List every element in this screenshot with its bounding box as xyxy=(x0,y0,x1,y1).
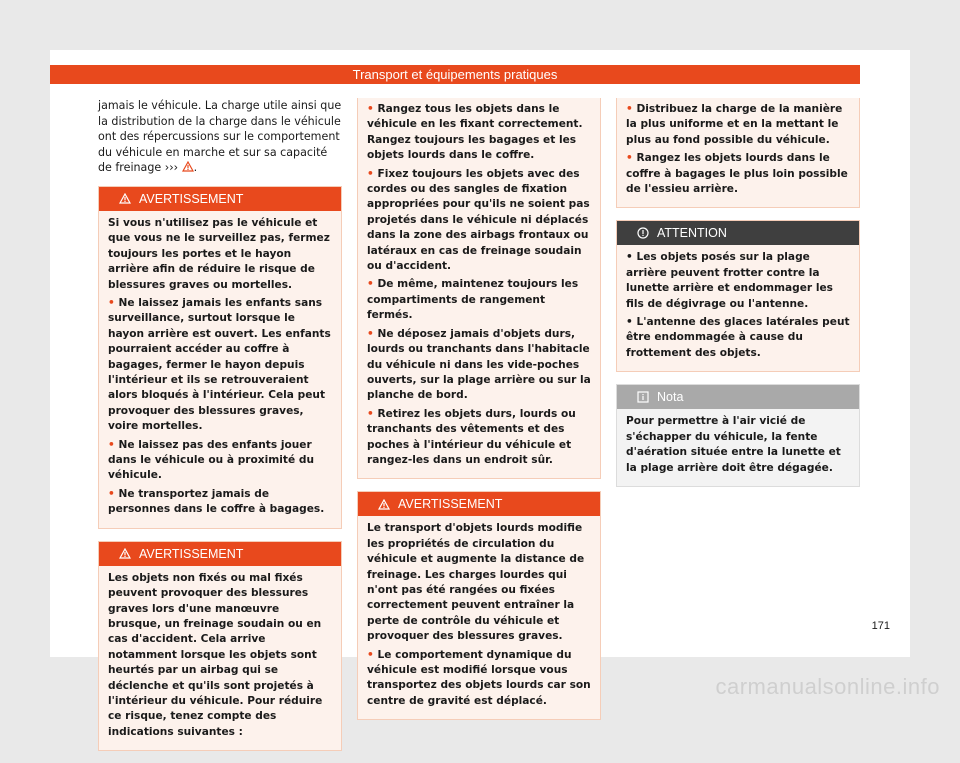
bullet-icon: • xyxy=(367,407,374,420)
nota-body xyxy=(617,409,859,486)
attention-title: ATTENTION xyxy=(657,226,727,241)
attention-header xyxy=(617,221,859,245)
warning-continuation xyxy=(357,98,601,479)
bullet-icon: • xyxy=(626,316,633,329)
intro-text: jamais le véhicule. La charge utile ainsi que la distribution de la charge dans le véhicule ont des répercussions sur le comportement du véhicule en marche et sur sa capacité de freinage xyxy=(98,99,342,175)
warning-box-3 xyxy=(357,491,601,720)
info-icon xyxy=(637,391,649,403)
list-item: • Retirez les objets durs, lourds ou tranchants des vêtements et des poches à l'intérieur du véhicule et rangez-les dans un endroit sûr. xyxy=(367,407,576,466)
warning-body xyxy=(99,211,341,528)
warning-text: Le transport d'objets lourds modifie les propriétés de circulation du véhicule et augmente la distance de freinage. Les charges lourdes qui n'ont pas été rangées ou fixées correctement peuvent entraîner la perte de contrôle du véhicule et provoquer des blessures graves. xyxy=(367,522,585,643)
attention-body xyxy=(617,245,859,371)
list-item: • Ne laissez pas des enfants jouer dans le véhicule ou à proximité du véhicule. xyxy=(108,438,314,482)
watermark: carmanualsonline.info xyxy=(715,674,940,699)
warning-box-1 xyxy=(98,186,342,529)
bullet-icon: • xyxy=(367,103,374,115)
nota-box xyxy=(616,384,860,487)
list-item: • Fixez toujours les objets avec des cordes ou des sangles de fixation appropriées pour qu'ils ne soient pas projetés dans le véhicule ni déplacés dans la zone des airbags frontaux ou latéraux en cas de freinage soudain ou d'accident. xyxy=(367,167,590,273)
list-item: • Ne déposez jamais d'objets durs, lourds ou tranchants dans l'habitacle du véhicule ni dans les vide-poches ouverts, sur la plage arrière ou sur la planche de bord. xyxy=(367,327,591,402)
list-item: • Le comportement dynamique du véhicule est modifié lorsque vous transportez des objets lourds car son centre de gravité est déplacé. xyxy=(367,648,591,707)
list-item: • L'antenne des glaces latérales peut être endommagée à cause du frottement des objets. xyxy=(626,316,850,359)
list-item: • Les objets posés sur la plage arrière peuvent frotter contre la lunette arrière et endommager les fils de dégivrage ou l'antenne. xyxy=(626,251,833,310)
warning-icon xyxy=(182,161,194,172)
list-item: • Ne laissez jamais les enfants sans surveillance, surtout lorsque le hayon arrière est ouvert. Les enfants pourraient accéder au coffre à bagages, fermer le hayon depuis l'intérieur et ils se retrouveraient alors bloqués à l'intérieur. Cela peut provoquer des blessures graves, voire mortelles. xyxy=(108,297,331,433)
bullet-icon: • xyxy=(626,251,633,264)
warning-text: Les objets non fixés ou mal fixés peuvent provoquer des blessures graves lors d'une manœuvre brusque, un freinage soudain ou en cas d'accident. Cela arrive notamment lorsque les objets sont heurtés par un airbag qui se déclenche et qu'ils sont projetés à l'intérieur du véhicule. Pour réduire ce risque, tenez compte des indications suivantes : xyxy=(108,571,323,738)
bullet-icon: • xyxy=(108,297,115,309)
nota-text: Pour permettre à l'air vicié de s'échapper du véhicule, la fente d'aération située entre la lunette et la plage arrière doit être dégagée. xyxy=(626,415,841,474)
bullet-icon: • xyxy=(367,167,374,180)
warning-icon xyxy=(119,193,131,204)
warning-box-2 xyxy=(98,541,342,751)
warning-body xyxy=(358,98,600,478)
warning-icon xyxy=(378,499,390,510)
info-circle-icon xyxy=(637,227,649,239)
warning-body xyxy=(358,516,600,719)
warning-header xyxy=(99,542,341,566)
warning-icon xyxy=(119,548,131,559)
warning-body xyxy=(99,566,341,750)
column-3 xyxy=(616,98,860,499)
column-1 xyxy=(98,98,342,763)
bullet-icon: • xyxy=(108,438,115,451)
bullet-icon: • xyxy=(626,103,633,115)
page-header: Transport et équipements pratiques xyxy=(50,65,860,84)
list-item: • Rangez tous les objets dans le véhicule en les fixant correctement. Rangez toujours les bagages et les objets lourds dans le coffre. xyxy=(367,103,583,162)
page-number: 171 xyxy=(871,620,890,632)
attention-box xyxy=(616,220,860,372)
nota-title: Nota xyxy=(657,390,684,405)
warning-header xyxy=(99,187,341,211)
bullet-icon: • xyxy=(367,327,374,340)
warning-title: AVERTISSEMENT xyxy=(139,546,244,561)
list-item: • Ne transportez jamais de personnes dans le coffre à bagages. xyxy=(108,487,325,516)
bullet-icon: • xyxy=(626,152,633,165)
warning-text: Si vous n'utilisez pas le véhicule et que vous ne le surveillez pas, fermez toujours les portes et le hayon arrière afin de réduire le risque de blessures graves ou mortelles. xyxy=(108,216,330,291)
warning-title: AVERTISSEMENT xyxy=(139,191,244,206)
bullet-icon: • xyxy=(367,278,374,291)
list-item: • Rangez les objets lourds dans le coffre à bagages le plus loin possible de l'essieu arrière. xyxy=(626,152,848,196)
reference-arrow: ››› xyxy=(164,161,179,175)
warning-title: AVERTISSEMENT xyxy=(398,497,503,512)
warning-body xyxy=(617,98,859,207)
nota-header xyxy=(617,385,859,409)
intro-paragraph: jamais le véhicule. La charge utile ainsi que la distribution de la charge dans le véhicule ont des répercussions sur le comportement du véhicule en marche et sur sa capacité de freinage ››› . xyxy=(98,99,342,175)
list-item: • Distribuez la charge de la manière la plus uniforme et en la mettant le plus au fond possible du véhicule. xyxy=(626,103,843,146)
warning-continuation xyxy=(616,98,860,208)
bullet-icon: • xyxy=(108,487,115,500)
bullet-icon: • xyxy=(367,648,374,661)
list-item: • De même, maintenez toujours les compartiments de rangement fermés. xyxy=(367,278,579,322)
warning-header xyxy=(358,492,600,516)
column-2 xyxy=(357,98,601,732)
